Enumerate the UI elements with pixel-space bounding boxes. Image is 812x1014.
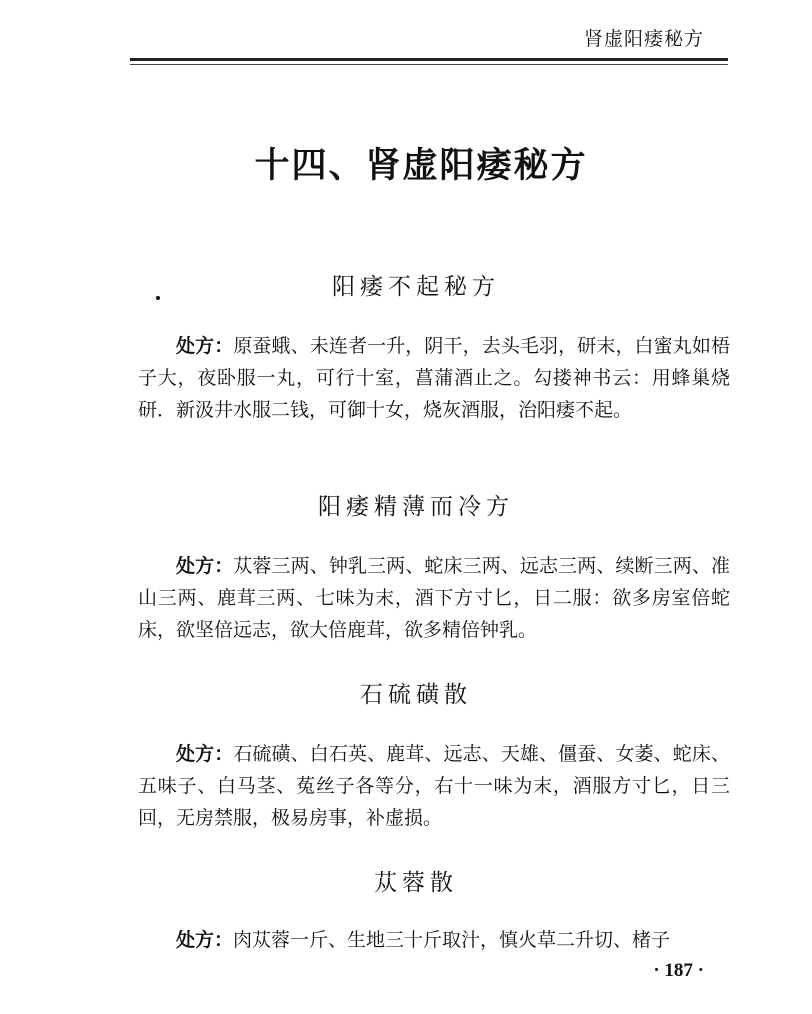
prescription-text: 肉苁蓉一斤、生地三十斤取汁，慎火草二升切、楮子 [233,929,671,951]
prescription-paragraph [138,924,730,956]
prescription-label: 处方： [176,555,234,577]
prescription-text: 苁蓉三两、钟乳三两、蛇床三两、远志三两、续断三两、准山三两、鹿茸三两、七味为末，酒下方寸匕，日二服：欲多房室倍蛇床，欲坚倍远志，欲大倍鹿茸，欲多精倍钟乳。 [138,555,730,641]
prescription-paragraph [138,738,730,834]
prescription-paragraph [138,330,730,426]
section-title: 阳痿精薄而冷方 [318,494,514,520]
header-rule-thin [130,64,728,65]
section-title: 石硫磺散 [360,682,472,708]
scan-speck [156,296,160,300]
prescription-label: 处方： [176,929,234,951]
prescription-text: 原蚕蛾、未连者一升，阴干，去头毛羽，研末，白蜜丸如梧子大，夜卧服一丸，可行十室，菖蒲酒止之。勾搂神书云：用蜂巢烧研．新汲井水服二钱，可御十女，烧灰酒服，治阳痿不起。 [138,335,730,421]
section-title: 苁蓉散 [374,870,458,896]
running-head-title: 肾虚阳痿秘方 [583,28,704,50]
header-rule-thick [130,58,728,61]
page-number: · 187 · [653,960,704,981]
section-title: 阳痿不起秘方 [332,274,500,300]
chapter-title: 十四、肾虚阳痿秘方 [254,146,588,186]
prescription-paragraph [138,550,730,646]
prescription-label: 处方： [176,743,234,765]
prescription-label: 处方： [176,335,234,357]
prescription-text: 石硫磺、白石英、鹿茸、远志、天雄、僵蚕、女萎、蛇床、五味子、白马茎、菟丝子各等分，右十一味为末，酒服方寸匕，日三回，无房禁服，极易房事，补虚损。 [138,743,730,829]
